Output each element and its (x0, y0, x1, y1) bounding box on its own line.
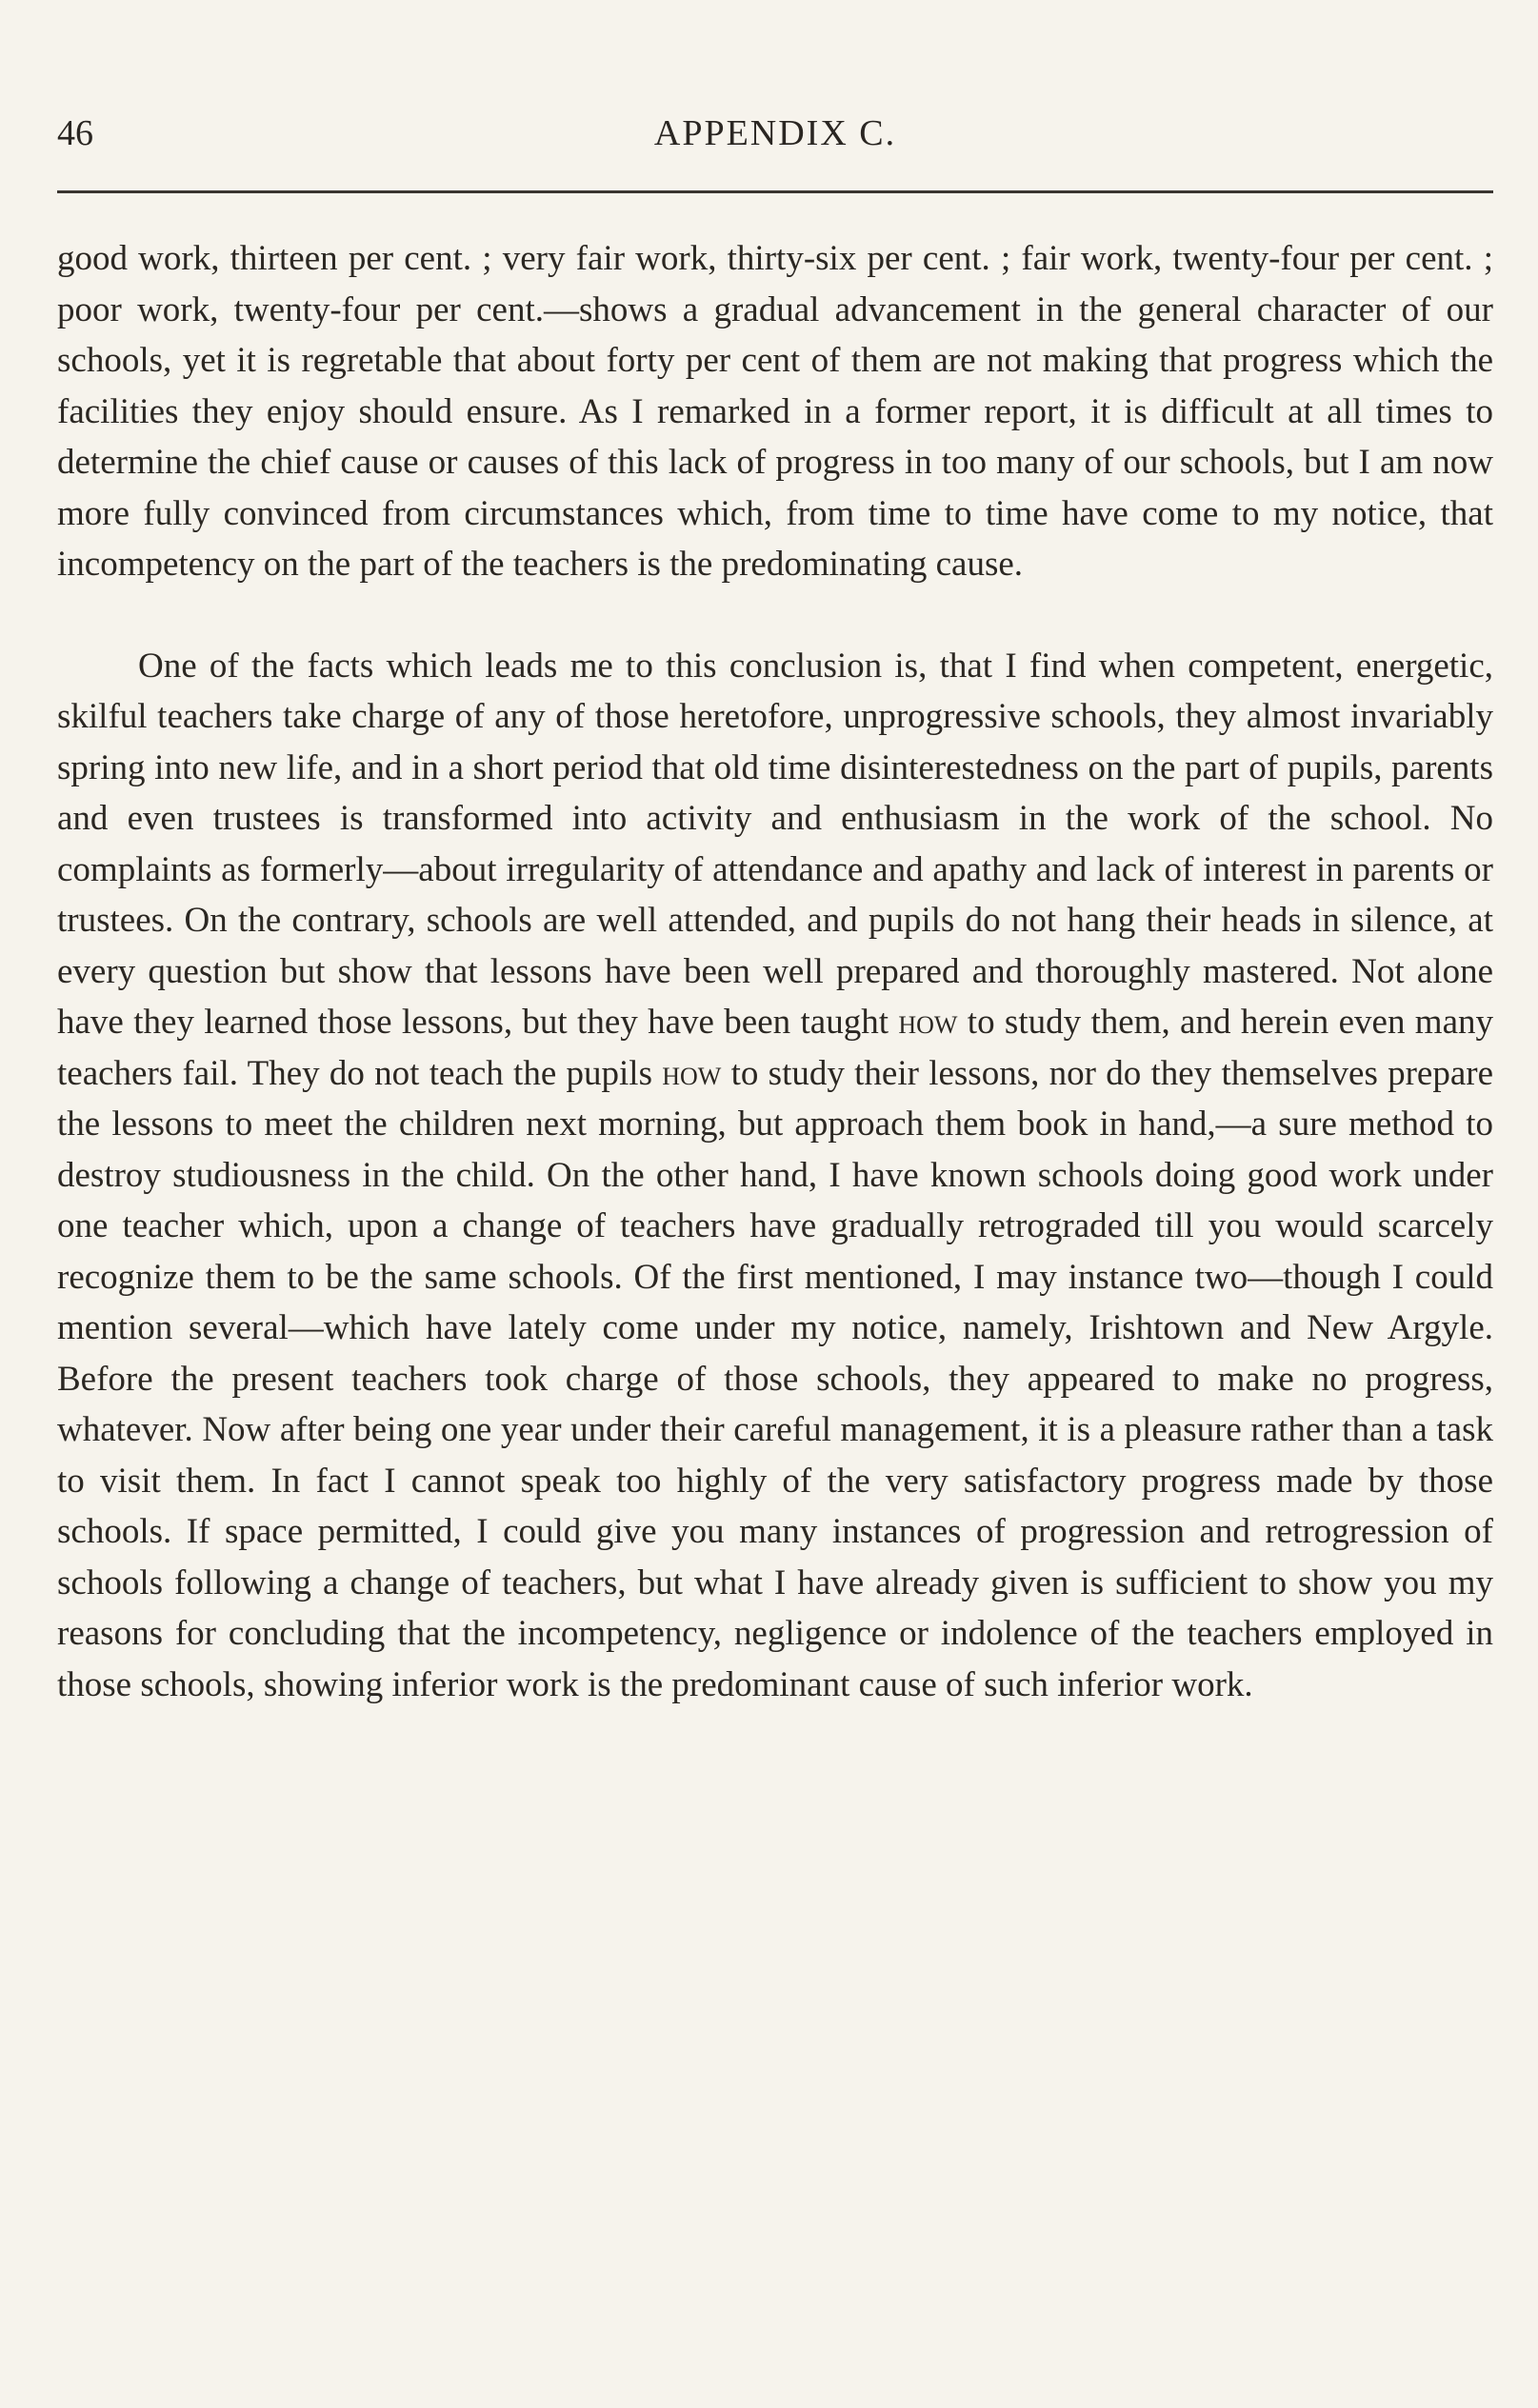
emphasis-how-2: how (662, 1053, 722, 1093)
header-rule (57, 190, 1493, 193)
paragraph-2-part-b: to study them, and herein even many teachers fail. They do not teach the pupils (57, 1003, 1494, 1093)
paragraph-2-part-c: to study their lessons, nor do they themselves prepare the lessons to meet the children next morning, but approach them book in hand,—a sure method to destroy studiousness in the child. On the other hand, I have known schools doing good work under one teacher which, upon a change of teachers have gradually retrograded till you would scarcely recognize them to be the same schools. Of the first mentioned, I may instance two—though I could mention several—which have lately come under my notice, namely, Irishtown and New Argyle. Before the present teachers took charge of those schools, they appeared to make no progress, whatever. Now after being one year under their careful management, it is a pleasure rather than a task to visit them. In fact I cannot speak too highly of the very satisfactory progress made by those schools. If space permitted, I could give you many instances of progression and retrogression of schools following a change of teachers, but what I have already given is sufficient to show you my reasons for concluding that the incompetency, negligence or indolence of the teachers employed in those schools, showing inferior work is the predominant cause of such inferior work. (57, 1053, 1494, 1704)
body-text (57, 233, 1493, 1710)
paragraph-2-part-a: One of the facts which leads me to this conclusion is, that I find when competent, energetic, skilful teachers take charge of any of those heretofore, unprogressive schools, they almost invariably spring into new life, and in a short period that old time disinterestedness on the part of pupils, parents and even trustees is transformed into activity and enthusiasm in the work of the school. No complaints as formerly—about irregularity of attendance and apathy and lack of interest in parents or trustees. On the contrary, schools are well attended, and pupils do not hang their heads in silence, at every question but show that lessons have been well prepared and thoroughly mastered. Not alone have they learned those lessons, but they have been taught (57, 646, 1493, 1042)
running-head: APPENDIX C. (653, 113, 897, 153)
page-number: 46 (57, 113, 93, 153)
page-header (57, 107, 1493, 164)
paragraph-2 (57, 641, 1493, 1711)
emphasis-how-1: how (898, 1003, 958, 1042)
paragraph-1: good work, thirteen per cent. ; very fair work, thirty-six per cent. ; fair work, twenty-four per cent. ; poor work, twenty-four per cent.—shows a gradual advancement in the general character of our schools, yet it is regretable that about forty per cent of them are not making that progress which the facilities they enjoy should ensure. As I remarked in a former report, it is difficult at all times to determine the chief cause or causes of this lack of progress in too many of our schools, but I am now more fully convinced from circumstances which, from time to time have come to my notice, that incompetency on the part of the teachers is the predominating cause. (57, 239, 1493, 584)
